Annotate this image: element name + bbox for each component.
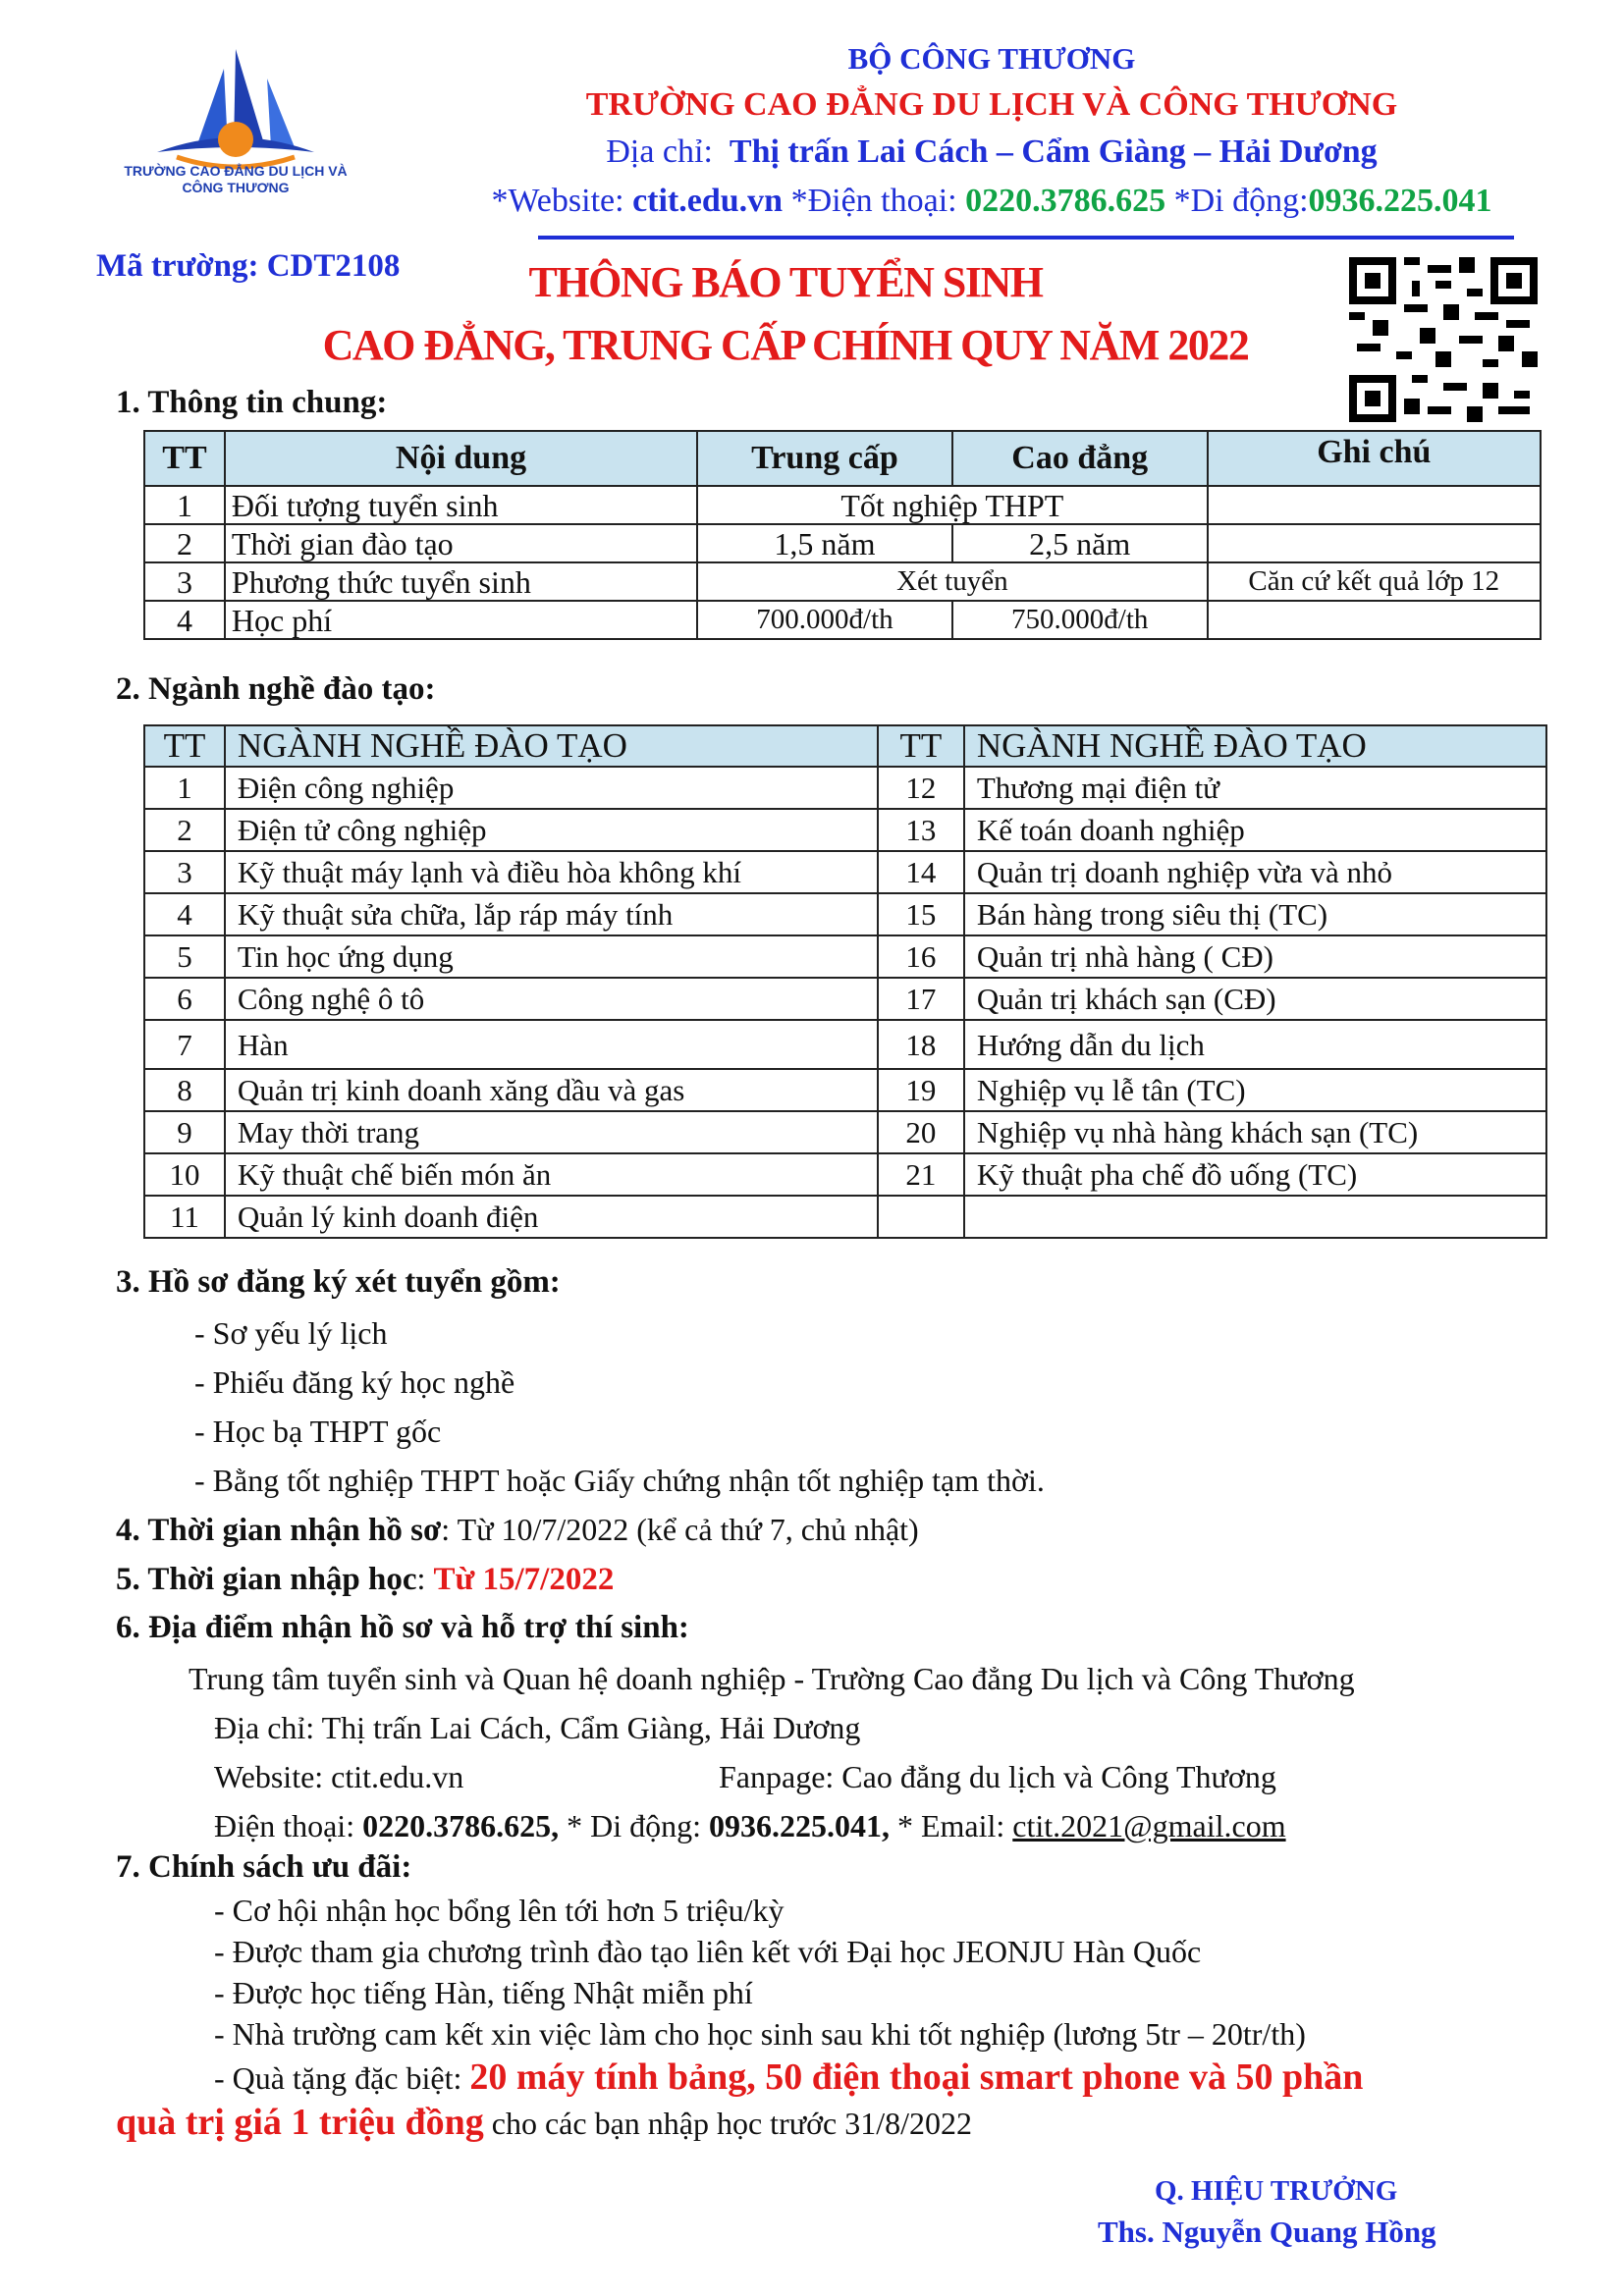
general-info-table	[143, 430, 1542, 640]
notice-title: THÔNG BÁO TUYỂN SINH	[528, 258, 1043, 306]
table-row: 6 Công nghệ ô tô 17 Quản trị khách sạn (CĐ)	[144, 978, 1546, 1020]
mobile-label: *Di động:	[1173, 183, 1309, 219]
section-submission-time	[116, 1512, 919, 1549]
col-header-tt: TT	[878, 725, 964, 767]
school-code: Mã trường: CDT2108	[96, 248, 401, 284]
submission-value: : Từ 10/7/2022 (kể cả thứ 7, chủ nhật)	[441, 1512, 919, 1547]
col-header-content: Nội dung	[225, 431, 697, 486]
enrollment-label: 5. Thời gian nhập học	[116, 1562, 417, 1597]
list-item: - Học bạ THPT gốc	[194, 1414, 442, 1449]
col-header-college: Cao đẳng	[952, 431, 1208, 486]
support-mobile: 0936.225.041,	[708, 1808, 890, 1843]
school-logo	[118, 29, 353, 226]
gift-highlight: 20 máy tính bảng, 50 điện thoại smart phone và 50 phần	[469, 2056, 1364, 2098]
table-row: 4 Học phí 700.000đ/th 750.000đ/th	[144, 601, 1541, 639]
section-benefits-heading: 7. Chính sách ưu đãi:	[116, 1849, 412, 1885]
contact-line	[422, 183, 1561, 220]
section-location-heading: 6. Địa điểm nhận hồ sơ và hỗ trợ thí sinh:	[116, 1610, 689, 1645]
support-email-link[interactable]: ctit.2021@gmail.com	[1012, 1808, 1286, 1843]
table-row: 7 Hàn 18 Hướng dẫn du lịch	[144, 1020, 1546, 1069]
list-item: - Sơ yếu lý lịch	[194, 1315, 388, 1351]
list-item: - Được học tiếng Hàn, tiếng Nhật miễn phí	[214, 1975, 753, 2010]
address-label: Địa chỉ:	[606, 133, 713, 170]
enrollment-date: Từ 15/7/2022	[433, 1562, 615, 1597]
signature-name: Ths. Nguyễn Quang Hồng	[1098, 2215, 1436, 2249]
col-header-major: NGÀNH NGHỀ ĐÀO TẠO	[964, 725, 1546, 767]
list-item: - Phiếu đăng ký học nghề	[194, 1364, 515, 1400]
submission-label: 4. Thời gian nhận hồ sơ	[116, 1513, 442, 1548]
col-header-tt: TT	[144, 725, 225, 767]
table-header-row	[144, 725, 1546, 767]
phone-number: 0220.3786.625	[965, 183, 1166, 219]
table-row: 11 Quản lý kinh doanh điện	[144, 1196, 1546, 1238]
table-row: 2 Điện tử công nghiệp 13 Kế toán doanh nghiệp	[144, 809, 1546, 851]
notice-subtitle: CAO ĐẲNG, TRUNG CẤP CHÍNH QUY NĂM 2022	[322, 321, 1249, 369]
ministry-name: BỘ CÔNG THƯƠNG	[847, 41, 1136, 76]
list-item: - Được tham gia chương trình đào tạo liên kết với Đại học JEONJU Hàn Quốc	[214, 1934, 1202, 1969]
support-center: Trung tâm tuyển sinh và Quan hệ doanh nghiệp - Trường Cao đẳng Du lịch và Công Thương	[189, 1661, 1355, 1696]
website-label: *Website:	[491, 183, 624, 219]
mobile-number: 0936.225.041	[1308, 183, 1492, 219]
special-gift-line: - Quà tặng đặc biệt: 20 máy tính bảng, 50 điện thoại smart phone và 50 phần	[214, 2056, 1364, 2098]
website-link[interactable]: ctit.edu.vn	[632, 183, 784, 219]
table-row: 3 Kỹ thuật máy lạnh và điều hòa không khí 14 Quản trị doanh nghiệp vừa và nhỏ	[144, 851, 1546, 893]
table-row: 5 Tin học ứng dụng 16 Quản trị nhà hàng ( CĐ)	[144, 935, 1546, 978]
col-header-note: Ghi chú	[1208, 431, 1541, 486]
gift-highlight-2: quà trị giá 1 triệu đồng	[116, 2102, 484, 2143]
support-website[interactable]: Website: ctit.edu.vn	[214, 1759, 464, 1794]
table-row: 3 Phương thức tuyển sinh Xét tuyển Căn cứ kết quả lớp 12	[144, 562, 1541, 601]
table-row: 4 Kỹ thuật sửa chữa, lắp ráp máy tính 15 Bán hàng trong siêu thị (TC)	[144, 893, 1546, 935]
section-documents-heading: 3. Hồ sơ đăng ký xét tuyển gồm:	[116, 1264, 561, 1300]
col-header-intermediate: Trung cấp	[697, 431, 952, 486]
list-item: - Cơ hội nhận học bổng lên tới hơn 5 triệu/kỳ	[214, 1893, 785, 1928]
signature-title: Q. HIỆU TRƯỞNG	[1155, 2175, 1398, 2207]
table-row: 2 Thời gian đào tạo 1,5 năm 2,5 năm	[144, 524, 1541, 562]
qr-code-icon	[1349, 257, 1538, 422]
list-item: - Bằng tốt nghiệp THPT hoặc Giấy chứng nhận tốt nghiệp tạm thời.	[194, 1463, 1045, 1498]
table-row: 1 Điện công nghiệp 12 Thương mại điện tử	[144, 767, 1546, 809]
table-row: 1 Đối tượng tuyển sinh Tốt nghiệp THPT	[144, 486, 1541, 524]
header-divider	[538, 236, 1514, 240]
list-item: - Nhà trường cam kết xin việc làm cho học sinh sau khi tốt nghiệp (lương 5tr – 20tr/th)	[214, 2016, 1306, 2052]
col-header-tt: TT	[144, 431, 225, 486]
support-address: Địa chỉ: Thị trấn Lai Cách, Cẩm Giàng, Hải Dương	[214, 1710, 861, 1745]
special-gift-line-2: quà trị giá 1 triệu đồng cho các bạn nhập học trước 31/8/2022	[116, 2102, 972, 2143]
support-fanpage[interactable]: Fanpage: Cao đẳng du lịch và Công Thương	[719, 1759, 1276, 1794]
table-row: 9 May thời trang 20 Nghiệp vụ nhà hàng khách sạn (TC)	[144, 1111, 1546, 1153]
section-majors-heading: 2. Ngành nghề đào tạo:	[116, 671, 436, 707]
logo-caption: TRƯỜNG CAO ĐẲNG DU LỊCH VÀ CÔNG THƯƠNG	[124, 163, 348, 195]
phone-label: *Điện thoại:	[790, 183, 957, 219]
school-address	[422, 133, 1561, 171]
support-contacts: Điện thoại: 0220.3786.625, * Di động: 0936.225.041, * Email: ctit.2021@gmail.com	[214, 1808, 1286, 1843]
table-row: 8 Quản trị kinh doanh xăng dầu và gas 19 Nghiệp vụ lễ tân (TC)	[144, 1069, 1546, 1111]
section-general-info-heading: 1. Thông tin chung:	[116, 385, 388, 420]
address-value: Thị trấn Lai Cách – Cẩm Giàng – Hải Dương	[729, 133, 1378, 170]
sailboat-logo-icon	[118, 29, 353, 226]
support-phone: 0220.3786.625,	[362, 1808, 560, 1843]
school-name: TRƯỜNG CAO ĐẲNG DU LỊCH VÀ CÔNG THƯƠNG	[585, 86, 1398, 123]
table-header-row	[144, 431, 1541, 486]
col-header-major: NGÀNH NGHỀ ĐÀO TẠO	[225, 725, 878, 767]
section-enrollment-time: 5. Thời gian nhập học: Từ 15/7/2022	[116, 1561, 615, 1597]
table-row: 10 Kỹ thuật chế biến món ăn 21 Kỹ thuật pha chế đồ uống (TC)	[144, 1153, 1546, 1196]
majors-table	[143, 724, 1547, 1239]
